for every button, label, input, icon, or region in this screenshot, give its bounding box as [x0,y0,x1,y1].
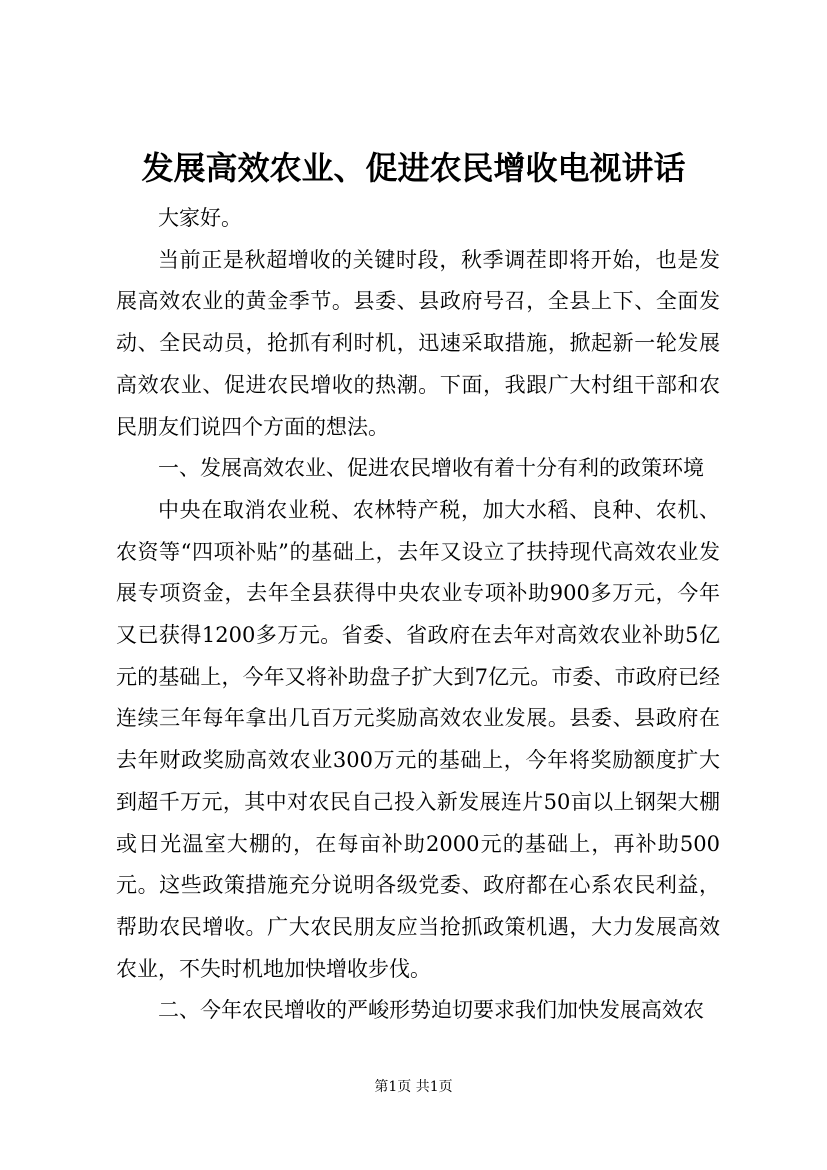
paragraph-policy: 中央在取消农业税、农林特产税，加大水稻、良种、农机、农资等“四项补贴”的基础上，去年又设立了扶持现代高效农业发展专项资金，去年全县获得中央农业专项补助900多万元，今年又已获得1200多万元。省委、省政府在去年对高效农业补助5亿元的基础上，今年又将补助盘子扩大到7亿元。市委、市政府已经连续三年每年拿出几百万元奖励高效农业发展。县委、县政府在去年财政奖励高效农业300万元的基础上，今年将奖励额度扩大到超千万元，其中对农民自己投入新发展连片50亩以上钢架大棚或日光温室大棚的，在每亩补助2000元的基础上，再补助500元。这些政策措施充分说明各级党委、政府都在心系农民利益，帮助农民增收。广大农民朋友应当抢抓政策机遇，大力发展高效农业，不失时机地加快增收步伐。 [116,497,720,981]
document-title: 发展高效农业、促进农民增收电视讲话 [141,149,686,187]
paragraph-intro: 当前正是秋超增收的关键时段，秋季调茬即将开始，也是发展高效农业的黄金季节。县委、县政府号召，全县上下、全面发动、全民动员，抢抓有利时机，迅速采取措施，掀起新一轮发展高效农业、促进农民增收的热潮。下面，我跟广大村组干部和农民朋友们说四个方面的想法。 [116,247,720,439]
page-footer: 第1页 共1页 [374,1079,453,1095]
section-heading-2: 二、今年农民增收的严峻形势迫切要求我们加快发展高效农 [158,998,704,1023]
document-body [116,198,720,1032]
paragraph-greeting: 大家好。 [158,206,242,230]
section-heading-1: 一、发展高效农业、促进农民增收有着十分有利的政策环境 [158,456,704,481]
